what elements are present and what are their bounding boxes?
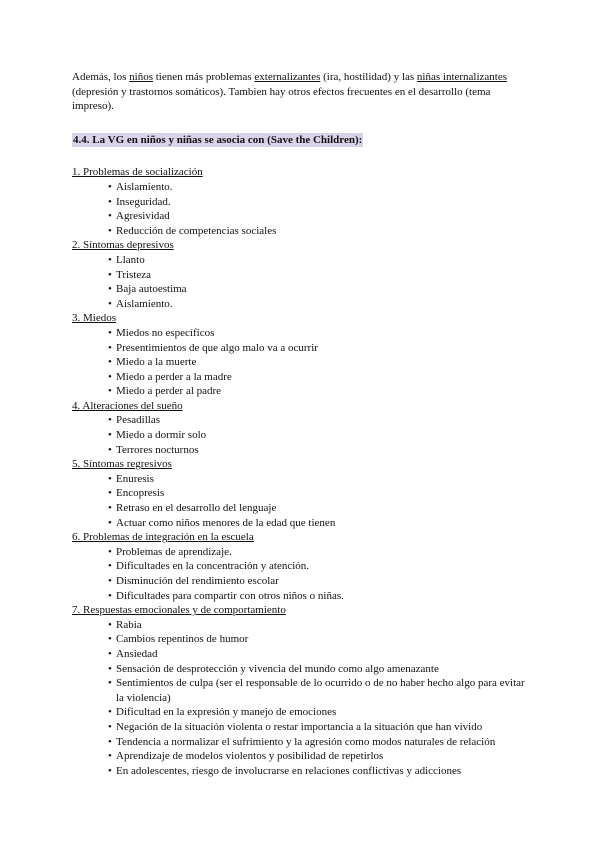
section-title: 5. Síntomas regresivos (72, 458, 172, 471)
list-item: • Disminución del rendimiento escolar (108, 574, 532, 589)
bullet-list (72, 618, 532, 779)
list-item: • Presentimientos de que algo malo va a ocurrir (108, 341, 532, 356)
list-item: • Terrores nocturnos (108, 443, 532, 458)
list-item: • Miedos no específicos (108, 326, 532, 341)
list-item: • Baja autoestima (108, 282, 532, 297)
list-item: • Ansiedad (108, 647, 532, 662)
section-title: 6. Problemas de integración en la escuela (72, 531, 254, 544)
list-item: • Retraso en el desarrollo del lenguaje (108, 501, 532, 516)
section-heading: 4.4. La VG en niños y niñas se asocia con (Save the Children): (73, 133, 363, 146)
list-item: • Enuresis (108, 472, 532, 487)
list-item: • Reducción de competencias sociales (108, 224, 532, 239)
list-item: • Miedo a perder a la madre (108, 370, 532, 385)
bullet-list (72, 253, 532, 311)
intro-text-1: Además, los (72, 71, 130, 83)
intro-text-2: tienen más problemas (152, 71, 255, 83)
intro-underlined-ninos: niños (129, 71, 153, 83)
sections-list (72, 165, 532, 778)
list-item: • Cambios repentinos de humor (108, 632, 532, 647)
list-item: • Tristeza (108, 268, 532, 283)
list-item: • Agresividad (108, 209, 532, 224)
section-title: 7. Respuestas emocionales y de comportamiento (72, 604, 286, 617)
list-item: • Negación de la situación violenta o restar importancia a la situación que han vivido (108, 720, 532, 735)
list-item: • Tendencia a normalizar el sufrimiento y la agresión como modos naturales de relación (108, 735, 532, 750)
list-item: • Rabia (108, 618, 532, 633)
list-item: • Sentimientos de culpa (ser el responsable de lo ocurrido o de no haber hecho algo para evitar la violencia) (108, 676, 532, 705)
section-title: 2. Síntomas depresivos (72, 239, 174, 252)
list-item: • Actuar como niños menores de la edad que tienen (108, 516, 532, 531)
bullet-list (72, 413, 532, 457)
intro-paragraph (72, 70, 532, 114)
list-item: • Aislamiento. (108, 297, 532, 312)
intro-underlined-ninas-internalizantes: niñas internalizantes (416, 71, 508, 83)
list-item: • Aprendizaje de modelos violentos y posibilidad de repetirlos (108, 749, 532, 764)
list-item: • Problemas de aprendizaje. (108, 545, 532, 560)
bullet-list (72, 472, 532, 530)
intro-underlined-externalizantes: externalizantes (254, 71, 321, 83)
list-item: • Encopresis (108, 486, 532, 501)
intro-text-4: (depresión y trastornos somáticos). Tambien hay otros efectos frecuentes en el desarrollo (tema impreso). (72, 85, 491, 113)
list-item: • Llanto (108, 253, 532, 268)
list-item: • En adolescentes, riesgo de involucrarse en relaciones conflictivas y adicciones (108, 764, 532, 779)
section-title: 1. Problemas de socialización (72, 166, 203, 179)
document-page (72, 70, 532, 778)
section-title: 3. Miedos (72, 312, 116, 325)
section-title: 4. Alteraciones del sueño (72, 399, 183, 412)
bullet-list (72, 180, 532, 238)
bullet-list (72, 545, 532, 603)
list-item: • Miedo a dormir solo (108, 428, 532, 443)
list-item: • Miedo a perder al padre (108, 384, 532, 399)
list-item: • Miedo a la muerte (108, 355, 532, 370)
list-item: • Inseguridad. (108, 195, 532, 210)
list-item: • Pesadillas (108, 413, 532, 428)
list-item: • Sensación de desprotección y vivencia del mundo como algo amenazante (108, 662, 532, 677)
intro-text-3: (ira, hostilidad) y las (320, 71, 417, 83)
list-item: • Dificultades para compartir con otros niños o niñas. (108, 589, 532, 604)
bullet-list (72, 326, 532, 399)
list-item: • Dificultades en la concentración y atención. (108, 559, 532, 574)
list-item: • Dificultad en la expresión y manejo de emociones (108, 705, 532, 720)
list-item: • Aislamiento. (108, 180, 532, 195)
